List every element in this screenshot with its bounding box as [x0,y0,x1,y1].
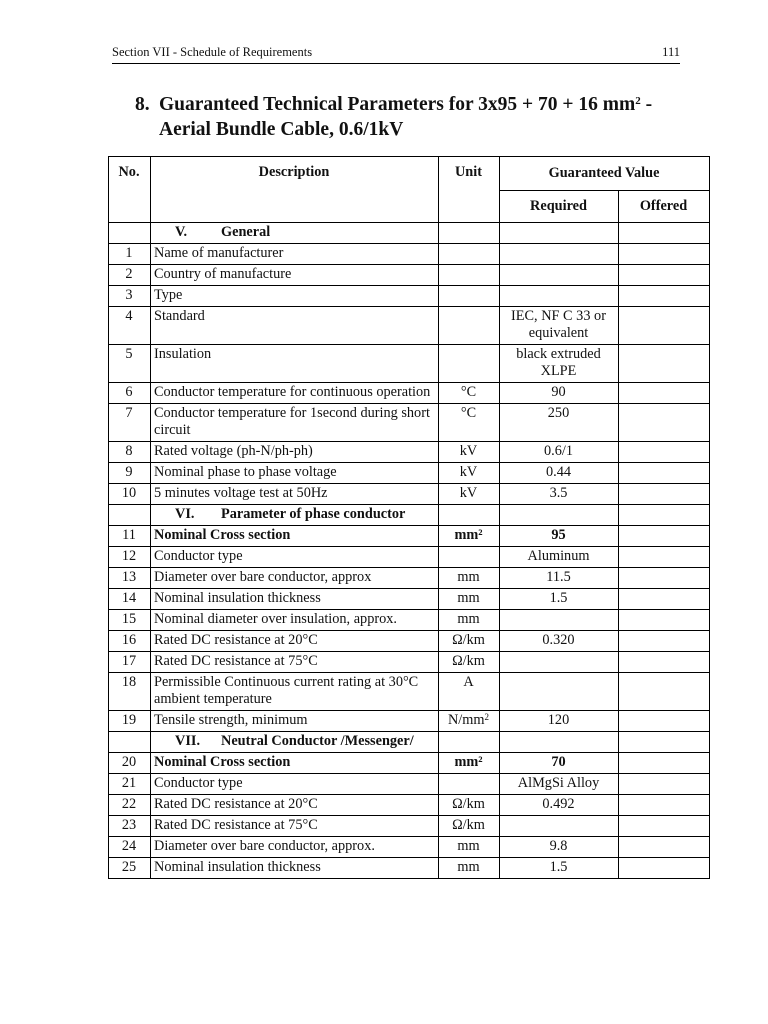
row-description: Diameter over bare conductor, approx [151,568,439,589]
page-header [112,44,680,64]
row-number: 3 [109,286,151,307]
table-row [109,816,710,837]
row-unit [439,837,500,858]
row-offered-value [619,837,710,858]
row-unit [439,631,500,652]
row-description: Nominal Cross section [151,526,439,547]
row-unit [439,816,500,837]
row-description: Conductor type [151,774,439,795]
row-number: 7 [109,404,151,442]
table-row [109,795,710,816]
table-row [109,610,710,631]
table-row [109,547,710,568]
row-number: 6 [109,383,151,404]
table-row [109,711,710,732]
unit-text: kV [459,485,478,501]
row-offered-value [619,711,710,732]
row-required-value: 120 [500,711,619,732]
row-description: Nominal insulation thickness [151,858,439,879]
unit-text: mm² [454,527,483,543]
row-unit [439,547,500,568]
row-required-value [500,265,619,286]
row-required-value: 0.320 [500,631,619,652]
table-row [109,774,710,795]
unit-text: mm [457,838,480,854]
section-number: VII. [175,733,201,749]
row-description: Nominal phase to phase voltage [151,463,439,484]
row-unit [439,463,500,484]
section-no-cell [109,732,151,753]
row-required-value: 70 [500,753,619,774]
row-offered-value [619,265,710,286]
heading-dash: - [640,94,653,115]
row-offered-value [619,816,710,837]
empty-cell [500,223,619,244]
row-offered-value [619,568,710,589]
row-description: Nominal insulation thickness [151,589,439,610]
table-body [109,223,710,879]
row-number: 13 [109,568,151,589]
row-number: 21 [109,774,151,795]
empty-cell [619,223,710,244]
unit-text: kV [459,443,478,459]
row-required-value: 90 [500,383,619,404]
row-description: Rated DC resistance at 20°C [151,795,439,816]
empty-cell [619,732,710,753]
empty-cell [439,505,500,526]
row-number: 25 [109,858,151,879]
row-required-value: 1.5 [500,858,619,879]
section-number: VI. [175,506,195,522]
heading-number: 8. [135,94,150,115]
row-offered-value [619,610,710,631]
row-unit [439,484,500,505]
section-no-cell [109,223,151,244]
row-required-value: 0.6/1 [500,442,619,463]
row-description: Conductor temperature for continuous operation [151,383,439,404]
section-heading [151,732,439,753]
table-row [109,652,710,673]
row-number: 12 [109,547,151,568]
row-unit [439,244,500,265]
row-unit [439,652,500,673]
parameters-table [108,156,710,879]
table-row [109,526,710,547]
empty-cell [439,732,500,753]
row-offered-value [619,442,710,463]
section-heading [151,505,439,526]
row-required-value: black extruded XLPE [500,345,619,383]
row-offered-value [619,858,710,879]
row-description: Rated DC resistance at 75°C [151,816,439,837]
row-unit [439,610,500,631]
row-offered-value [619,404,710,442]
row-description: Rated DC resistance at 20°C [151,631,439,652]
empty-cell [439,223,500,244]
unit-text: °C [460,405,477,421]
row-offered-value [619,244,710,265]
row-required-value: 3.5 [500,484,619,505]
table-row [109,307,710,345]
section-title: Section VII - Schedule of Requirements [112,45,313,59]
row-offered-value [619,286,710,307]
row-description: Rated voltage (ph-N/ph-ph) [151,442,439,463]
row-description: Nominal Cross section [151,753,439,774]
table-row [109,837,710,858]
row-number: 22 [109,795,151,816]
heading-text [159,92,714,142]
row-unit [439,345,500,383]
row-unit [439,568,500,589]
unit-text: mm [457,859,480,875]
unit-text: A [463,674,474,690]
row-unit [439,404,500,442]
unit-text: kV [459,464,478,480]
row-description: Permissible Continuous current rating at 30°C ambient temperature [151,673,439,711]
row-number: 10 [109,484,151,505]
unit-text: mm [457,611,480,627]
unit-text: Ω/km [452,796,485,812]
row-offered-value [619,795,710,816]
row-unit [439,286,500,307]
row-description: Name of manufacturer [151,244,439,265]
row-offered-value [619,589,710,610]
row-required-value [500,244,619,265]
row-offered-value [619,774,710,795]
row-required-value [500,673,619,711]
row-description: Nominal diameter over insulation, approx. [151,610,439,631]
header-description: Description [151,157,439,223]
row-number: 11 [109,526,151,547]
row-number: 19 [109,711,151,732]
row-description: Country of manufacture [151,265,439,286]
row-required-value: AlMgSi Alloy [500,774,619,795]
row-unit [439,265,500,286]
page-number: 111 [662,45,680,59]
row-required-value: 11.5 [500,568,619,589]
row-description: Rated DC resistance at 75°C [151,652,439,673]
table-row [109,244,710,265]
row-description: Tensile strength, minimum [151,711,439,732]
row-number: 18 [109,673,151,711]
section-label: Parameter of phase conductor [221,506,406,522]
row-unit [439,753,500,774]
section-label: General [221,224,271,240]
row-number: 23 [109,816,151,837]
unit-text: mm [457,569,480,585]
row-required-value [500,652,619,673]
row-number: 5 [109,345,151,383]
row-required-value: 0.492 [500,795,619,816]
row-number: 14 [109,589,151,610]
row-unit [439,307,500,345]
row-number: 20 [109,753,151,774]
row-required-value [500,816,619,837]
row-number: 8 [109,442,151,463]
section-label: Neutral Conductor /Messenger/ [221,733,414,749]
row-unit [439,383,500,404]
row-offered-value [619,526,710,547]
row-unit [439,795,500,816]
section-no-cell [109,505,151,526]
row-offered-value [619,307,710,345]
row-required-value: Aluminum [500,547,619,568]
row-offered-value [619,652,710,673]
table-row [109,383,710,404]
heading-line1: Guaranteed Technical Parameters for 3x95 + 70 + 16 mm [159,94,636,115]
table-row [109,589,710,610]
table-row [109,858,710,879]
unit-text: Ω/km [452,653,485,669]
row-offered-value [619,673,710,711]
section-row [109,505,710,526]
row-description: Standard [151,307,439,345]
row-required-value [500,610,619,631]
table-row [109,463,710,484]
row-required-value: 250 [500,404,619,442]
row-unit [439,774,500,795]
row-number: 2 [109,265,151,286]
header-guaranteed-value: Guaranteed Value [500,157,710,191]
row-offered-value [619,753,710,774]
row-offered-value [619,484,710,505]
empty-cell [619,505,710,526]
table-row [109,442,710,463]
empty-cell [500,732,619,753]
row-description: Diameter over bare conductor, approx. [151,837,439,858]
row-offered-value [619,383,710,404]
header-unit: Unit [439,157,500,223]
row-required-value: 9.8 [500,837,619,858]
row-required-value: 0.44 [500,463,619,484]
table-row [109,568,710,589]
empty-cell [500,505,619,526]
row-description: Conductor temperature for 1second during short circuit [151,404,439,442]
row-number: 4 [109,307,151,345]
row-description: Conductor type [151,547,439,568]
table-row [109,673,710,711]
row-number: 15 [109,610,151,631]
table-row [109,265,710,286]
row-required-value: 1.5 [500,589,619,610]
section-number: V. [175,224,188,240]
unit-superscript: 2 [484,712,490,722]
row-number: 9 [109,463,151,484]
row-offered-value [619,345,710,383]
row-description: Type [151,286,439,307]
row-number: 16 [109,631,151,652]
heading-line2: Aerial Bundle Cable, 0.6/1kV [159,119,404,140]
row-offered-value [619,463,710,484]
row-required-value [500,286,619,307]
row-unit [439,711,500,732]
unit-text: N/mm [447,712,485,728]
header-no: No. [109,157,151,223]
table-row [109,404,710,442]
table-row [109,484,710,505]
unit-text: mm² [454,754,483,770]
row-number: 17 [109,652,151,673]
row-description: Insulation [151,345,439,383]
section-row [109,223,710,244]
row-unit [439,526,500,547]
unit-text: Ω/km [452,817,485,833]
row-unit [439,589,500,610]
row-required-value: 95 [500,526,619,547]
unit-text: mm [457,590,480,606]
header-required: Required [500,191,619,223]
row-required-value: IEC, NF C 33 or equivalent [500,307,619,345]
row-number: 24 [109,837,151,858]
table-row [109,286,710,307]
table-row [109,753,710,774]
header-offered: Offered [619,191,710,223]
unit-text: Ω/km [452,632,485,648]
row-unit [439,858,500,879]
table-row [109,631,710,652]
row-number: 1 [109,244,151,265]
unit-text: °C [460,384,477,400]
row-offered-value [619,631,710,652]
table-row [109,345,710,383]
row-unit [439,673,500,711]
section-row [109,732,710,753]
heading-superscript: 2 [635,95,641,107]
row-description: 5 minutes voltage test at 50Hz [151,484,439,505]
row-unit [439,442,500,463]
row-offered-value [619,547,710,568]
section-heading [151,223,439,244]
